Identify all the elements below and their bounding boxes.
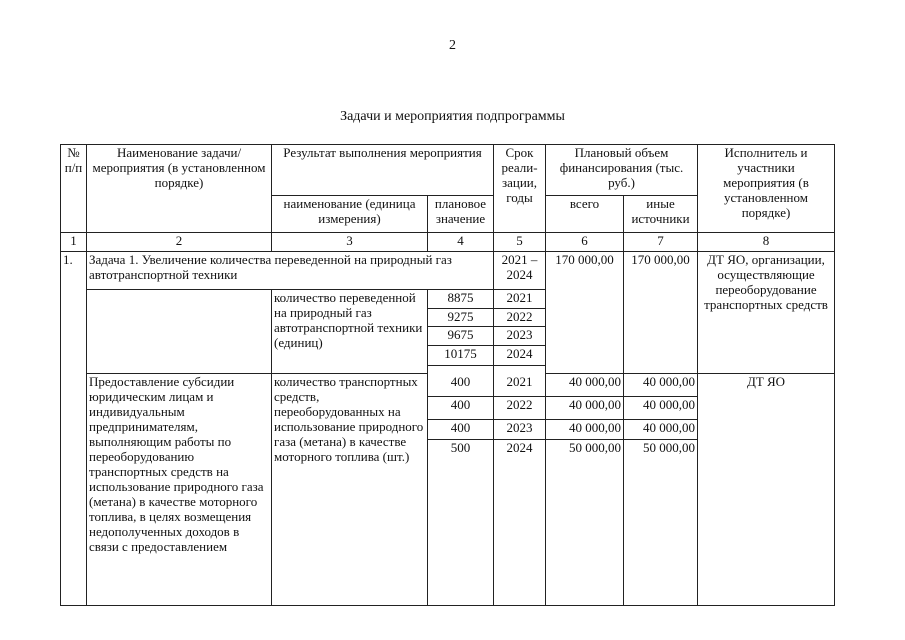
column-number: 2 xyxy=(87,233,272,251)
measure-year: 2022 xyxy=(494,396,546,419)
task-plan-value: 8875 xyxy=(428,290,494,308)
task-row xyxy=(61,251,835,290)
measure-year: 2023 xyxy=(494,419,546,439)
task-num: 1. xyxy=(61,251,87,605)
measure-indicator: количество транспортных средств, переоборудованных на использование природного газа (метана) в качестве моторного топлива (шт.) xyxy=(272,374,428,606)
column-number: 1 xyxy=(61,233,87,251)
task-other: 170 000,00 xyxy=(624,251,698,374)
measure-total: 50 000,00 xyxy=(546,439,624,457)
measure-year: 2021 xyxy=(494,374,546,397)
measure-other: 40 000,00 xyxy=(624,396,698,419)
task-plan-value: 9675 xyxy=(428,327,494,345)
task-year: 2024 xyxy=(494,345,546,365)
header-name: Наименование задачи/ мероприятия (в установленном порядке) xyxy=(87,145,272,233)
measure-other: 50 000,00 xyxy=(624,439,698,457)
measure-plan-value: 400 xyxy=(428,396,494,419)
measure-year: 2024 xyxy=(494,439,546,457)
task-executor: ДТ ЯО, организации, осуществляющие переоборудование транспортных средств xyxy=(698,251,835,374)
task-term: 2021 – 2024 xyxy=(494,251,546,290)
task-plan-value: 9275 xyxy=(428,308,494,326)
task-name-blank xyxy=(87,290,272,374)
column-number: 5 xyxy=(494,233,546,251)
task-year: 2021 xyxy=(494,290,546,308)
measure-other: 40 000,00 xyxy=(624,374,698,397)
measure-total-blank xyxy=(546,458,624,606)
task-year: 2022 xyxy=(494,308,546,326)
column-number: 6 xyxy=(546,233,624,251)
page-number: 2 xyxy=(449,38,456,53)
header-term: Срок реали-зации, годы xyxy=(494,145,546,233)
table-title: Задачи и мероприятия подпрограммы xyxy=(340,109,565,124)
measure-total: 40 000,00 xyxy=(546,419,624,439)
header-other: иные источники xyxy=(624,196,698,233)
task-total: 170 000,00 xyxy=(546,251,624,374)
measure-plan-blank xyxy=(428,458,494,606)
measure-other-blank xyxy=(624,458,698,606)
task-year-blank xyxy=(494,366,546,374)
measure-year-blank xyxy=(494,458,546,606)
header-total: всего xyxy=(546,196,624,233)
header-result-name: наименование (единица измерения) xyxy=(272,196,428,233)
header-executor: Исполнитель и участники мероприятия (в установленном порядке) xyxy=(698,145,835,233)
task-year: 2023 xyxy=(494,327,546,345)
header-result: Результат выполнения мероприятия xyxy=(272,145,494,196)
measure-total: 40 000,00 xyxy=(546,396,624,419)
measure-row xyxy=(61,374,835,397)
header-num: № п/п xyxy=(61,145,87,233)
measure-plan-value: 500 xyxy=(428,439,494,457)
measure-plan-value: 400 xyxy=(428,419,494,439)
column-numbers-row xyxy=(61,233,835,251)
column-number: 8 xyxy=(698,233,835,251)
measure-other: 40 000,00 xyxy=(624,419,698,439)
task-plan-blank xyxy=(428,366,494,374)
task-indicator: количество переведенной на природный газ автотранспортной техники (единиц) xyxy=(272,290,428,374)
column-number: 7 xyxy=(624,233,698,251)
tasks-table xyxy=(60,144,835,606)
column-number: 3 xyxy=(272,233,428,251)
measure-total: 40 000,00 xyxy=(546,374,624,397)
measure-executor: ДТ ЯО xyxy=(698,374,835,606)
task-name: Задача 1. Увеличение количества переведенной на природный газ автотранспортной техники xyxy=(87,251,494,290)
header-volume: Плановый объем финансирования (тыс. руб.) xyxy=(546,145,698,196)
measure-name: Предоставление субсидии юридическим лицам и индивидуальным предпринимателям, выполняющим работы по переоборудованию транспортных средств на использование природного газа (метана) в качестве моторного топлива, в целях возмещения недополученных доходов в связи с предоставлением xyxy=(87,374,272,606)
measure-plan-value: 400 xyxy=(428,374,494,397)
task-plan-value: 10175 xyxy=(428,345,494,365)
column-number: 4 xyxy=(428,233,494,251)
header-result-plan: плановое значение xyxy=(428,196,494,233)
